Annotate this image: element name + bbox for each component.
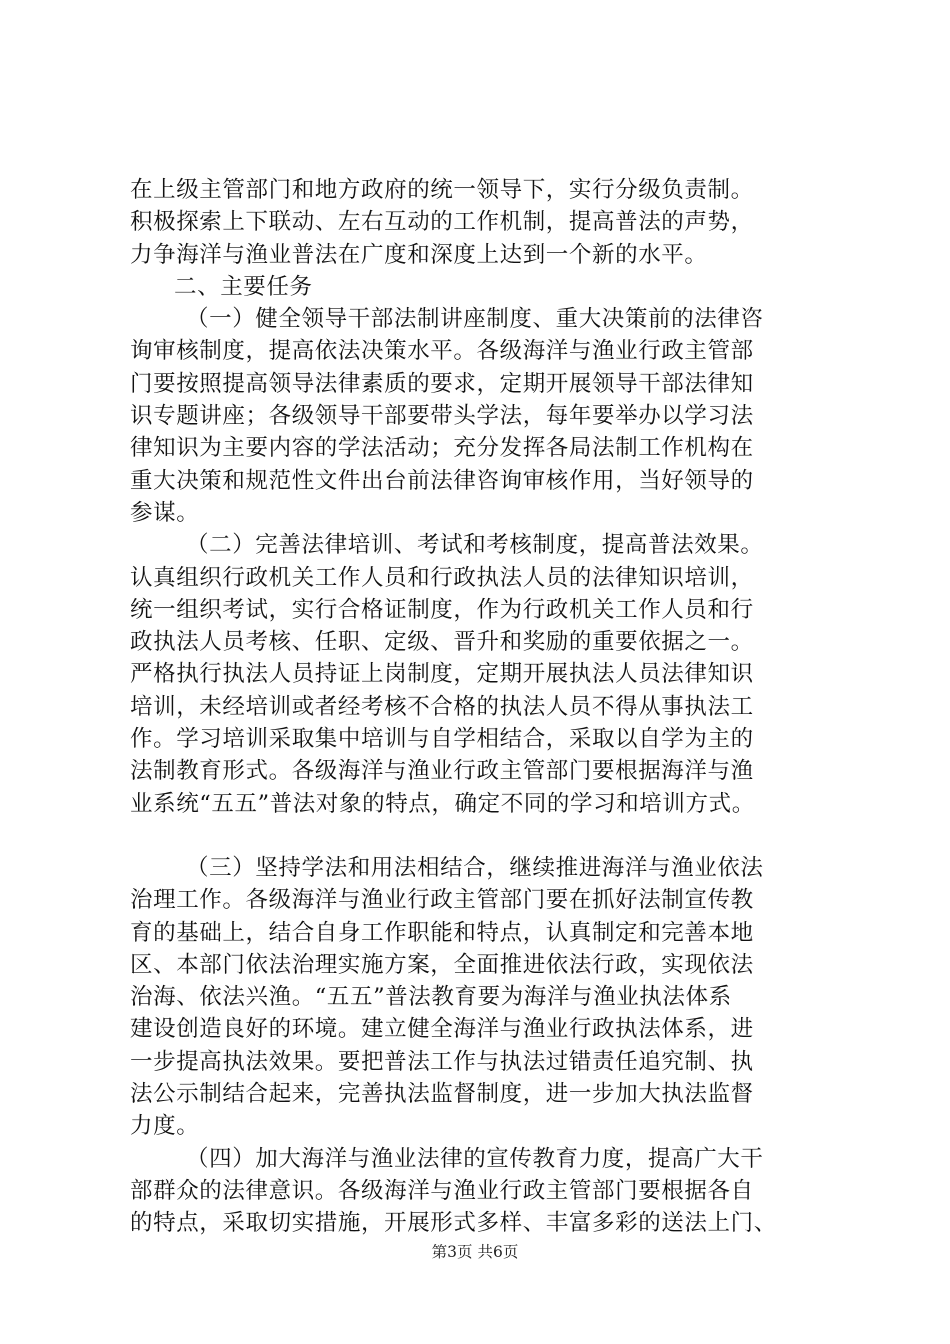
paragraph-line: 部群众的法律意识。各级海洋与渔业行政主管部门要根据各自 (130, 1177, 754, 1204)
paragraph-line: 的特点，采取切实措施，开展形式多样、丰富多彩的送法上门、 (130, 1210, 777, 1237)
paragraph-line: 一步提高执法效果。要把普法工作与执法过错责任追究制、执 (130, 1048, 754, 1075)
paragraph-line: 法制教育形式。各级海洋与渔业行政主管部门要根据海洋与渔 (130, 758, 754, 785)
paragraph-line: 治海、依法兴渔。“五五”普法教育要为海洋与渔业执法体系 (130, 984, 732, 1011)
paragraph-line: 作。学习培训采取集中培训与自学相结合，采取以自学为主的 (130, 726, 754, 753)
paragraph-line: 门要按照提高领导法律素质的要求，定期开展领导干部法律知 (130, 370, 754, 397)
paragraph-line: 治理工作。各级海洋与渔业行政主管部门要在抓好法制宣传教 (130, 887, 754, 914)
paragraph-line: 严格执行执法人员持证上岗制度，定期开展执法人员法律知识 (130, 661, 754, 688)
paragraph-line: 建设创造良好的环境。建立健全海洋与渔业行政执法体系，进 (130, 1016, 754, 1043)
document-body (130, 174, 830, 1240)
page-number-footer: 第3页 共6页 (431, 1243, 519, 1261)
section-heading: 二、主要任务 (174, 273, 313, 300)
paragraph-line: 认真组织行政机关工作人员和行政执法人员的法律知识培训， (130, 564, 754, 591)
paragraph-line: 在上级主管部门和地方政府的统一领导下，实行分级负责制。 (130, 177, 754, 203)
paragraph-line: 识专题讲座；各级领导干部要带头学法，每年要举办以学习法 (130, 403, 754, 430)
paragraph-line: 力度。 (130, 1113, 200, 1140)
paragraph-line: 培训，未经培训或者经考核不合格的执法人员不得从事执法工 (130, 693, 754, 720)
paragraph-line: 政执法人员考核、任职、定级、晋升和奖励的重要依据之一。 (130, 629, 754, 656)
paragraph-line: （一）健全领导干部法制讲座制度、重大决策前的法律咨 (186, 306, 764, 333)
paragraph-line: 律知识为主要内容的学法活动；充分发挥各局法制工作机构在 (130, 435, 754, 462)
paragraph-line: （三）坚持学法和用法相结合，继续推进海洋与渔业依法 (186, 854, 764, 881)
paragraph-line: 育的基础上，结合自身工作职能和特点，认真制定和完善本地 (130, 919, 754, 946)
paragraph-line: 重大决策和规范性文件出台前法律咨询审核作用，当好领导的 (130, 467, 754, 494)
paragraph-line: 积极探索上下联动、左右互动的工作机制，提高普法的声势， (130, 209, 754, 236)
paragraph-line: 统一组织考试，实行合格证制度，作为行政机关工作人员和行 (130, 596, 754, 623)
paragraph-line: （二）完善法律培训、考试和考核制度，提高普法效果。 (186, 532, 764, 559)
paragraph-line: 法公示制结合起来，完善执法监督制度，进一步加大执法监督 (130, 1081, 754, 1108)
paragraph-line: 参谋。 (130, 499, 200, 526)
paragraph-line: 力争海洋与渔业普法在广度和深度上达到一个新的水平。 (130, 241, 708, 268)
paragraph-gap (130, 820, 830, 852)
paragraph-line: 业系统“五五”普法对象的特点，确定不同的学习和培训方式。 (130, 790, 755, 817)
paragraph-line: 询审核制度，提高依法决策水平。各级海洋与渔业行政主管部 (130, 338, 754, 365)
paragraph-line: 区、本部门依法治理实施方案，全面推进依法行政，实现依法 (130, 951, 754, 978)
paragraph-line: （四）加大海洋与渔业法律的宣传教育力度，提高广大干 (186, 1145, 764, 1172)
